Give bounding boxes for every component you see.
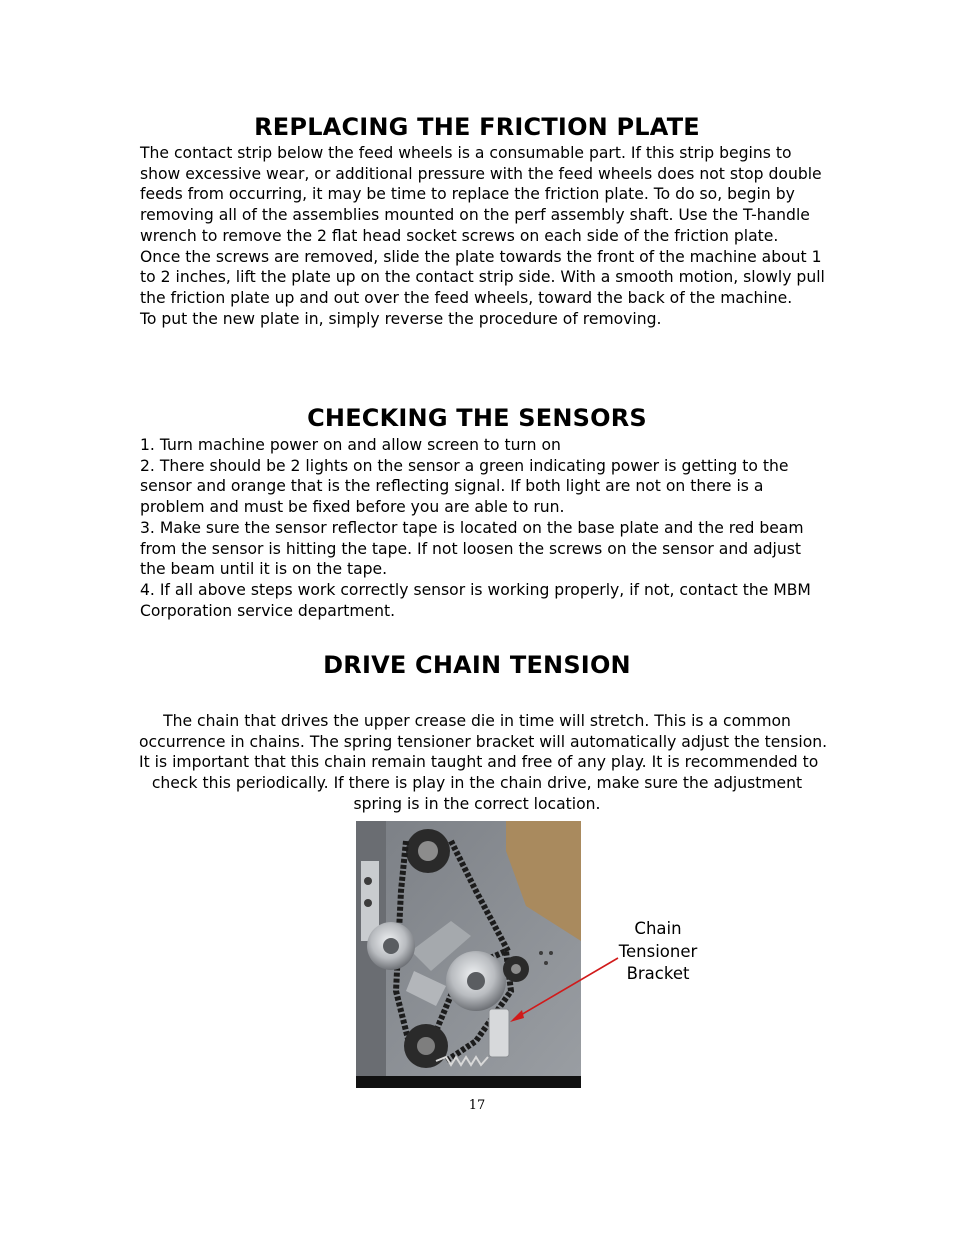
text-line: occurrence in chains. The spring tensioner bracket will automatically adjust the tension. — [139, 732, 828, 751]
text-line: feeds from occurring, it may be time to replace the friction plate. To do so, begin by — [140, 185, 795, 204]
text-line: 1. Turn machine power on and allow screen to turn on — [140, 436, 561, 454]
page-number: 17 — [468, 1098, 486, 1113]
text-line: the friction plate up and out over the feed wheels, toward the back of the machine. — [140, 288, 793, 307]
chain-tension-paragraph — [139, 711, 828, 815]
callout-line: Chain — [634, 919, 682, 938]
text-line: The chain that drives the upper crease die in time will stretch. This is a common — [163, 712, 791, 730]
text-line: 4. If all above steps work correctly sensor is working properly, if not, contact the MBM — [140, 580, 811, 599]
chain-drive-photo — [356, 821, 581, 1088]
callout-line: Tensioner — [618, 941, 698, 961]
heading-checking-sensors: CHECKING THE SENSORS — [307, 404, 647, 432]
heading-friction-plate: REPLACING THE FRICTION PLATE — [254, 113, 700, 141]
callout-label — [610, 918, 706, 986]
text-line: Corporation service department. — [140, 601, 396, 620]
text-line: to 2 inches, lift the plate up on the contact strip side. With a smooth motion, slowly pull — [140, 268, 825, 287]
text-line: problem and must be fixed before you are able to run. — [140, 498, 565, 517]
text-line: 2. There should be 2 lights on the sensor a green indicating power is getting to the — [140, 456, 789, 475]
text-line: check this periodically. If there is play in the chain drive, make sure the adjustment — [151, 774, 803, 793]
text-line: It is important that this chain remain taught and free of any play. It is recommended to — [139, 753, 819, 772]
text-line: removing all of the assemblies mounted on the perf assembly shaft. Use the T-handle — [140, 206, 810, 225]
friction-plate-paragraph — [140, 143, 825, 329]
text-line: wrench to remove the 2 flat head socket screws on each side of the friction plate. — [140, 226, 779, 245]
text-line: show excessive wear, or additional pressure with the feed wheels does not stop double — [140, 164, 822, 183]
text-line: from the sensor is hitting the tape. If not loosen the screws on the sensor and adjust — [140, 539, 801, 558]
text-line: Once the screws are removed, slide the plate towards the front of the machine about 1 — [140, 247, 822, 266]
callout-line: Bracket — [626, 964, 690, 983]
text-line: the beam until it is on the tape. — [140, 560, 388, 579]
text-line: 3. Make sure the sensor reflector tape is located on the base plate and the red beam — [140, 518, 804, 537]
text-line: To put the new plate in, simply reverse the procedure of removing. — [140, 309, 662, 328]
text-line: sensor and orange that is the reflecting signal. If both light are not on there is a — [140, 477, 764, 496]
text-line: spring is in the correct location. — [353, 794, 601, 813]
text-line: The contact strip below the feed wheels is a consumable part. If this strip begins to — [140, 144, 792, 162]
heading-drive-chain-tension: DRIVE CHAIN TENSION — [323, 651, 631, 679]
sensors-steps — [140, 435, 820, 621]
